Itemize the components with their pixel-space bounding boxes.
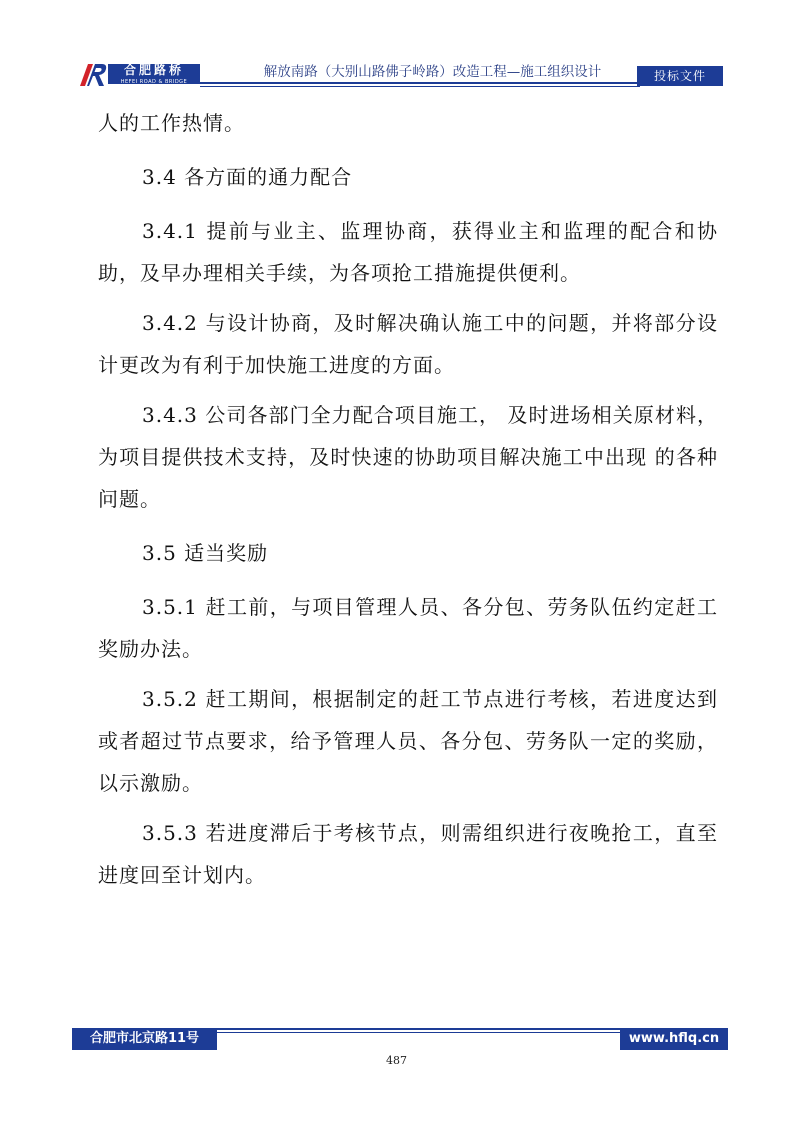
logo-name: 合肥路桥 [123,63,184,77]
document-title: 解放南路（大别山路佛子岭路）改造工程—施工组织设计 [263,64,602,80]
paragraph-3-4-2: 3.4.2 与设计协商，及时解决确认施工中的问题，并将部分设计更改为有利于加快施工进度的方面。 [98,311,718,377]
header-rule-thin [200,86,640,87]
footer-rule [217,1028,622,1030]
footer-rule-thin [217,1032,622,1033]
page-header [0,0,793,100]
company-address: 合肥市北京路11号 [72,1028,217,1050]
paragraph-3-5-1: 3.5.1 赶工前，与项目管理人员、各分包、劳务队伍约定赶工奖励办法。 [98,595,718,661]
page-footer [0,1020,793,1120]
paragraph-3-4-1: 3.4.1 提前与业主、监理协商，获得业主和监理的配合和协助，及早办理相关手续，为各项抢工措施提供便利。 [98,219,718,285]
page-body [98,102,718,896]
paragraph-3-5-3: 3.5.3 若进度滞后于考核节点，则需组织进行夜晚抢工，直至进度回至计划内。 [98,821,718,887]
section-heading-3-4: 3.4 各方面的通力配合 [142,165,353,189]
section-heading-3-5: 3.5 适当奖励 [142,541,269,565]
paragraph-continuation: 人的工作热情。 [98,111,245,135]
company-website: www.hflq.cn [620,1028,728,1050]
document-type-badge: 投标文件 [637,66,723,86]
logo-subtitle: HEFEI ROAD & BRIDGE [120,79,188,85]
header-rule [200,82,640,84]
paragraph-3-5-2: 3.5.2 赶工期间，根据制定的赶工节点进行考核，若进度达到或者超过节点要求，给予管理人员、各分包、劳务队一定的奖励，以示激励。 [98,687,718,795]
company-logo-icon [78,62,108,88]
page-number: 487 [386,1054,407,1067]
paragraph-3-4-3: 3.4.3 公司各部门全力配合项目施工， 及时进场相关原材料，为项目提供技术支持，及时快速的协助项目解决施工中出现 的各种问题。 [98,403,718,511]
